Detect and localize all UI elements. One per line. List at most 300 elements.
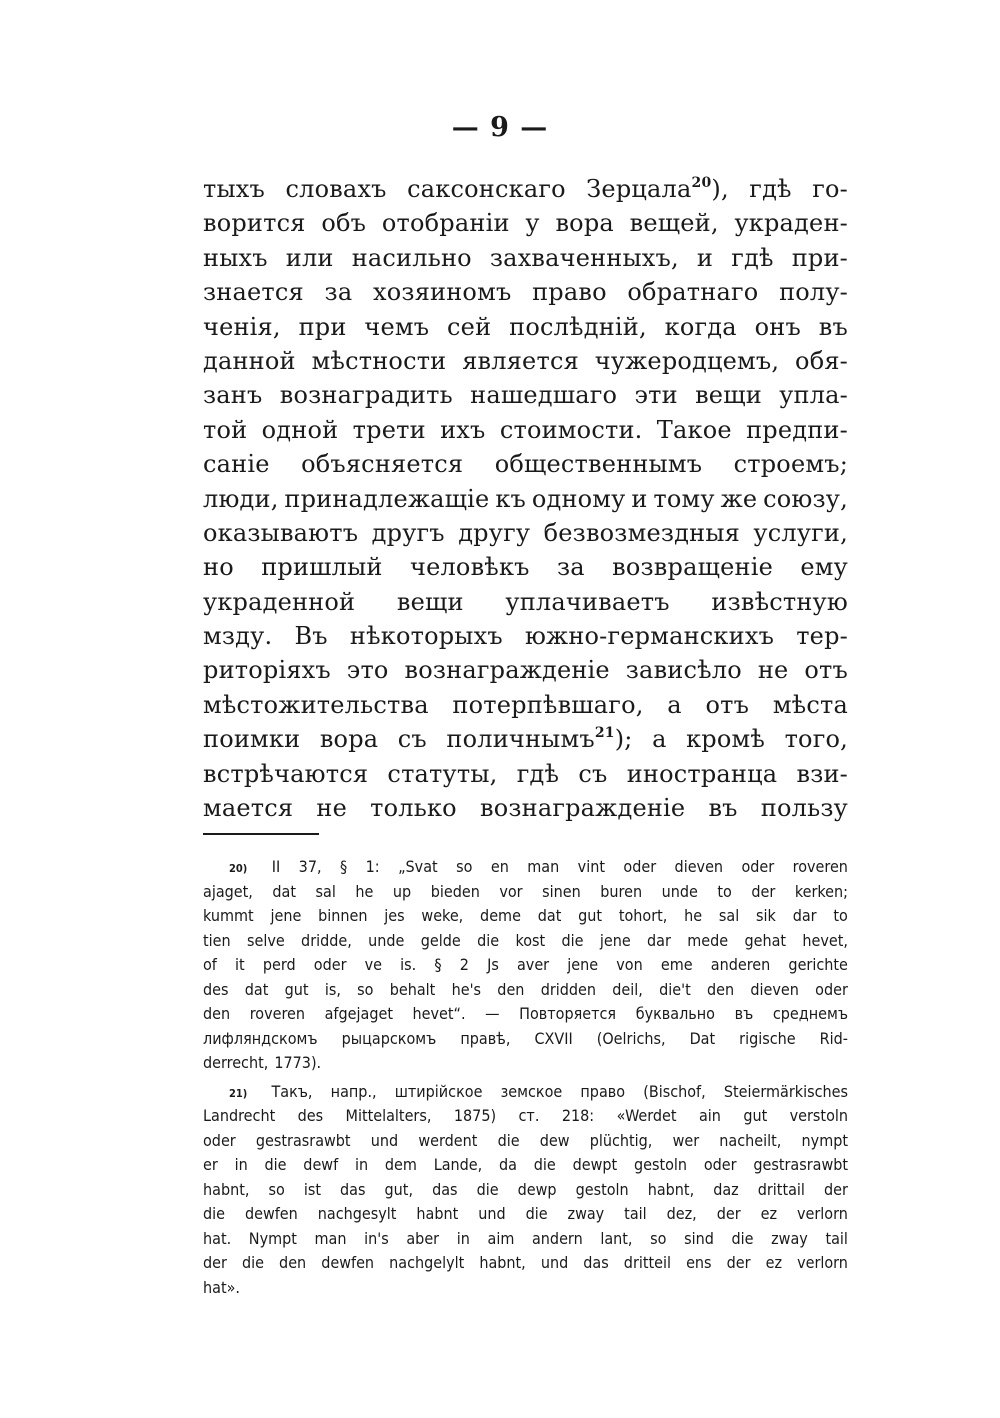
text-line (203, 378, 848, 412)
footnote-word: dridde, (301, 930, 352, 950)
word: люди, (203, 484, 279, 513)
footnote-word: die (476, 1179, 499, 1199)
word-group (372, 516, 445, 550)
word-group (373, 275, 511, 309)
footnote-word: dez, (666, 1204, 697, 1223)
footnote-word: bieden (430, 881, 480, 901)
word: того, (784, 725, 848, 754)
footnote-word: 1: (365, 857, 380, 876)
footnote-word: „Svat (398, 857, 438, 876)
word-group (706, 688, 750, 722)
word: не (757, 656, 789, 685)
footnote-line (203, 1104, 848, 1129)
footnote-word: der (716, 1204, 741, 1223)
footnote-word: man (527, 857, 560, 876)
word-group (749, 172, 791, 206)
footnote-word: weke, (421, 906, 464, 925)
word-group (261, 550, 382, 584)
word: возвращеніе (612, 553, 773, 582)
footnote-word: to (717, 881, 732, 901)
footnote-word: Steiermärkisches (723, 1081, 848, 1101)
footnote-line (203, 1027, 848, 1052)
footnote-word: roveren (249, 1004, 306, 1023)
word-group (800, 550, 848, 584)
word: и (631, 484, 648, 513)
word: предпи- (746, 415, 848, 444)
footnote-word: gerichte (788, 955, 848, 974)
footnote-word: so (650, 1228, 667, 1248)
word: стоимости. (499, 415, 643, 444)
footnote-word: dieven (750, 979, 799, 999)
footnote-word: buren (600, 881, 643, 901)
word-group (532, 482, 626, 516)
word: строемъ; (733, 450, 848, 479)
footnote-word: gestoln (575, 1179, 629, 1199)
word: общественнымъ (494, 450, 703, 479)
word: украденной (203, 587, 356, 616)
footnote-word: gut, (384, 1179, 414, 1199)
word-group (350, 619, 503, 653)
footnote-word: die (264, 1155, 287, 1174)
word: принадлежащіе (284, 484, 490, 513)
word-group (657, 413, 732, 447)
word-group (382, 206, 510, 240)
text-line (203, 619, 848, 653)
footnote-word: Dat (689, 1028, 716, 1048)
text-line (203, 516, 848, 550)
word-group (203, 206, 306, 240)
word: данной (203, 346, 296, 375)
footnote-word: ens (686, 1253, 712, 1272)
word-group (301, 447, 463, 481)
word: Такое (656, 415, 732, 444)
footnote-word: § (339, 857, 348, 876)
word: тому (653, 484, 715, 513)
footnote-word: afgejaget (324, 1004, 393, 1023)
footnote-word: zway (567, 1204, 605, 1223)
footnote-line (203, 904, 848, 929)
word-group (203, 550, 234, 584)
footnote-word: Такъ, (271, 1081, 313, 1101)
footnote-word: lant, (600, 1228, 633, 1248)
footnote-word: das (432, 1179, 458, 1199)
text-line (203, 413, 848, 447)
footnote-line (203, 1251, 848, 1276)
footnote-word: dar (647, 930, 671, 950)
word: за (324, 278, 353, 307)
footnote-word: deil, (612, 979, 643, 999)
footnote-line (203, 1202, 848, 1227)
word: безвозмездныя (543, 518, 740, 547)
word: чемъ (364, 312, 430, 341)
word: трети (352, 415, 426, 444)
footnote-word: штирійское (394, 1081, 483, 1101)
word-group (203, 619, 272, 653)
word-group (316, 791, 347, 825)
footnote-word: напр., (330, 1081, 377, 1101)
footnote-word: tien (203, 930, 231, 950)
word: хозяиномъ (373, 278, 512, 307)
word-group (458, 516, 530, 550)
footnote-word: behalt (389, 979, 436, 999)
footnote-word: it (235, 955, 245, 974)
word-group (525, 619, 774, 653)
footnote-line (203, 880, 848, 905)
footnote-word: среднемъ (772, 1004, 848, 1023)
word-group (397, 585, 464, 619)
word: въ (708, 794, 738, 823)
word: Въ (294, 622, 328, 651)
footnote-word: nympt (801, 1130, 848, 1150)
word: кромѣ (686, 725, 766, 754)
word: при- (791, 243, 848, 272)
footnote-word: dat (272, 881, 296, 901)
word-group (203, 241, 268, 275)
footnote-word: die (497, 1130, 520, 1150)
word: услуги, (753, 518, 848, 547)
footnote-word: dewf (303, 1155, 339, 1174)
footnote-word: so (456, 857, 473, 876)
footnote-word: gut (284, 979, 309, 999)
footnote-word: so (357, 979, 374, 999)
word-group (721, 482, 758, 516)
footnote-word: man (314, 1228, 347, 1248)
word-group (505, 585, 669, 619)
footnote-word: dewfen (244, 1204, 298, 1223)
footnote-word: aver (516, 955, 550, 974)
footnote-word: oder (741, 857, 775, 876)
word: вещей, (629, 209, 719, 238)
footnote-word: drittail (757, 1179, 805, 1199)
word-group (544, 516, 740, 550)
word: послѣдній, (509, 312, 647, 341)
word: другу (458, 518, 531, 547)
word: мзду. (203, 622, 273, 651)
word-group (370, 791, 457, 825)
text-line (203, 585, 848, 619)
word: встрѣчаются (203, 759, 369, 788)
word-group (557, 550, 585, 584)
word: отобраніи (381, 209, 510, 238)
footnote-word: roveren (792, 857, 848, 876)
word-group (665, 310, 737, 344)
word-group (203, 585, 355, 619)
footnote-line: 20) II 37, § 1: „Svat so en man vint oder dieven oder roveren (203, 855, 848, 880)
word: не (316, 794, 347, 823)
footnote-word: he (684, 906, 703, 925)
word: ); (614, 725, 633, 754)
word: человѣкъ (410, 553, 530, 582)
footnote-word: gestrasrawbt (753, 1155, 848, 1174)
word-group (203, 413, 247, 447)
word-group (490, 241, 679, 275)
footnote-word: he (355, 881, 374, 901)
word: объ (321, 209, 367, 238)
word: вещи (695, 381, 762, 410)
word: нѣкоторыхъ (349, 622, 503, 651)
footnote-word: dritteil (623, 1253, 671, 1272)
footnote-word: gut (743, 1106, 768, 1125)
word-group (203, 172, 265, 206)
word: ворится (203, 209, 306, 238)
word: обя- (795, 346, 848, 375)
word-group (495, 447, 702, 481)
word-group (792, 241, 848, 275)
footnote-word: nachgelylt (389, 1253, 465, 1272)
footnote-word: kost (515, 930, 546, 950)
word: саксонскаго (407, 175, 566, 203)
footnote-line (203, 1129, 848, 1154)
footnote-word: des (297, 1106, 324, 1125)
footnote-word: § (434, 955, 442, 974)
footnote-word: nacheilt, (719, 1130, 782, 1150)
footnote-word: gelde (420, 930, 461, 950)
footnote-word: sinen (542, 881, 581, 901)
word-group (462, 344, 579, 378)
footnote-word: das (340, 1179, 366, 1199)
footnote-word: die (533, 1155, 556, 1174)
footnote-word: up (392, 881, 412, 901)
word: словахъ (285, 175, 387, 203)
text-line (203, 757, 848, 791)
footnote-word: ez (760, 1204, 778, 1223)
footnote-word: die (525, 1204, 548, 1223)
word-group (708, 791, 737, 825)
word-group (586, 172, 729, 206)
word-group (320, 722, 378, 756)
footnote-word: und (540, 1253, 569, 1272)
footnote-word: he's (451, 979, 482, 999)
footnote-word: den (497, 979, 525, 999)
word-group (280, 378, 453, 412)
footnote-word: dat (537, 906, 562, 925)
footnote-word: jene (270, 906, 302, 925)
footnote-word: habnt, (203, 1179, 250, 1199)
word: упла- (779, 381, 848, 410)
text-line (203, 206, 848, 240)
word: нашедшаго (470, 381, 618, 410)
word-group (746, 413, 848, 447)
word: занъ (203, 381, 263, 410)
word-group (325, 275, 353, 309)
word: вора (555, 209, 614, 238)
word-group (796, 757, 848, 791)
word-group (631, 482, 647, 516)
footnote-word: eme (660, 955, 693, 974)
footnote-word: dewfen (321, 1253, 375, 1272)
footnote-word: in's (364, 1228, 389, 1248)
word: извѣстную (711, 587, 848, 616)
footnote-word: (Oelrichs, (596, 1028, 666, 1048)
word: къ (495, 484, 526, 513)
footnote-line (203, 1276, 848, 1301)
footnote-word: въ (734, 1004, 754, 1023)
word-group (262, 413, 339, 447)
word-group (555, 206, 613, 240)
word-group (819, 310, 848, 344)
footnote-word: 1875) (453, 1106, 497, 1125)
footnote-word: hevet“. (412, 1004, 466, 1023)
word-group (758, 653, 789, 687)
word-group (203, 757, 368, 791)
footnote-word: dar (792, 906, 817, 925)
footnote-word: so (268, 1179, 285, 1199)
word-group (203, 791, 293, 825)
footnote-word: die't (659, 979, 691, 999)
footnote-word: gestoln (633, 1155, 688, 1174)
word-group (734, 447, 848, 481)
footnote-word: werdent (418, 1130, 478, 1150)
footnote-word: habnt, (479, 1253, 526, 1272)
word: оказываютъ (203, 518, 359, 547)
footnote-word: Lande, (433, 1155, 483, 1174)
word: другъ (371, 518, 445, 547)
word: и (696, 243, 714, 272)
footnote-word: unde (661, 881, 698, 901)
footnote-word: hat. (203, 1228, 232, 1248)
word-group (398, 722, 427, 756)
footnote-word: земское (500, 1081, 563, 1101)
text-line (203, 482, 848, 516)
word: насильно (351, 243, 472, 272)
footnote-word: nachgesylt (317, 1204, 397, 1223)
footnote-word: unde (368, 930, 405, 950)
word-group (686, 722, 765, 756)
word-group (627, 757, 778, 791)
word: отъ (804, 656, 848, 685)
word-group (532, 275, 607, 309)
footnote-word: sik (756, 906, 776, 925)
word: или (285, 243, 334, 272)
footnote-word: Nympt (248, 1228, 297, 1248)
text-line (203, 688, 848, 722)
word: захваченныхъ, (489, 243, 679, 272)
word-group (452, 688, 643, 722)
word: это (346, 656, 389, 685)
footnote-word: dem (384, 1155, 417, 1174)
footnote-word: der (823, 1179, 848, 1199)
word-group (294, 619, 327, 653)
footnote-word: tail (825, 1228, 848, 1248)
word: же (720, 484, 758, 513)
footnote-word: право (580, 1081, 626, 1101)
footnote-word: oder (815, 979, 848, 999)
footnote-word: der (203, 1253, 227, 1272)
footnote-word: zway (771, 1228, 808, 1248)
footnote-word: Js (487, 955, 499, 974)
footnote-word: der (751, 881, 776, 901)
word-group (779, 275, 848, 309)
word-group (517, 757, 559, 791)
word-group (447, 310, 491, 344)
word: саніе (203, 450, 270, 479)
word: эти (634, 381, 678, 410)
word-group (695, 378, 762, 412)
footnote-word: (Bischof, (643, 1081, 706, 1101)
word: пришлый (261, 553, 383, 582)
footnote-word: rigische (739, 1028, 796, 1048)
word: только (370, 794, 457, 823)
footnote-word: dewp (517, 1179, 557, 1199)
footnote-word: vor (499, 881, 523, 901)
word: Зерцала (586, 175, 692, 203)
word-group (410, 550, 530, 584)
footnote-word: die (203, 1204, 225, 1223)
footnote-word: dridden (540, 979, 597, 999)
footnote-word: jene (599, 930, 631, 950)
footnotes (203, 855, 848, 1300)
text-line (203, 791, 848, 825)
word: при (298, 312, 347, 341)
footnote-word: derrecht, (203, 1053, 269, 1072)
word: является (462, 346, 579, 375)
footnote-word: aber (406, 1228, 440, 1248)
footnote-word: Повторяется (519, 1004, 617, 1023)
footnote-word: sind (684, 1228, 714, 1248)
word: съ (397, 725, 427, 754)
footnote-word: dew (539, 1130, 570, 1150)
word-group (203, 378, 262, 412)
footnote-word: «Werdet (616, 1106, 677, 1125)
footnote-line (203, 1153, 848, 1178)
footnote-word: plüchtig, (589, 1130, 653, 1150)
word: риторіяхъ (203, 656, 331, 685)
word-group (352, 241, 472, 275)
word-group (612, 550, 773, 584)
word: мѣстности (311, 346, 447, 375)
word-group (203, 722, 300, 756)
word: ), (711, 175, 729, 203)
footnote-word: andern (531, 1228, 583, 1248)
word: ему (800, 553, 848, 582)
footnote-word: oder (203, 1130, 236, 1150)
word: когда (664, 312, 737, 341)
footnote-reference: 21 (594, 725, 615, 742)
word: за (556, 553, 585, 582)
footnote-word: da (499, 1155, 517, 1174)
word: ченія, (203, 312, 281, 341)
footnote-line (203, 1227, 848, 1252)
footnote-word: II (271, 857, 281, 876)
word-group (525, 206, 539, 240)
word-group (578, 757, 607, 791)
footnote-word: und (370, 1130, 399, 1150)
footnote-reference: 20 (691, 175, 712, 191)
footnote-line (203, 1051, 848, 1076)
word-group (667, 688, 682, 722)
word-group (804, 653, 848, 687)
word: вознагражденіе (479, 794, 686, 823)
footnote-word: anderen (710, 955, 771, 974)
word: пользу (760, 794, 848, 823)
word: знается (203, 278, 304, 307)
footnote-word: ain (698, 1106, 721, 1125)
word-group (203, 482, 279, 516)
footnote-word: ez (765, 1253, 783, 1272)
word: отъ (705, 690, 750, 719)
word-group (626, 653, 742, 687)
word-group (763, 482, 848, 516)
word: но (203, 553, 234, 582)
footnote-word: лифляндскомъ (203, 1028, 318, 1048)
footnote-word: dewpt (572, 1155, 618, 1174)
word: а (652, 725, 667, 754)
footnote-line (203, 978, 848, 1003)
text-line (203, 344, 848, 378)
footnote-word: to (833, 906, 848, 925)
word-group (203, 516, 358, 550)
word: го- (812, 175, 848, 203)
